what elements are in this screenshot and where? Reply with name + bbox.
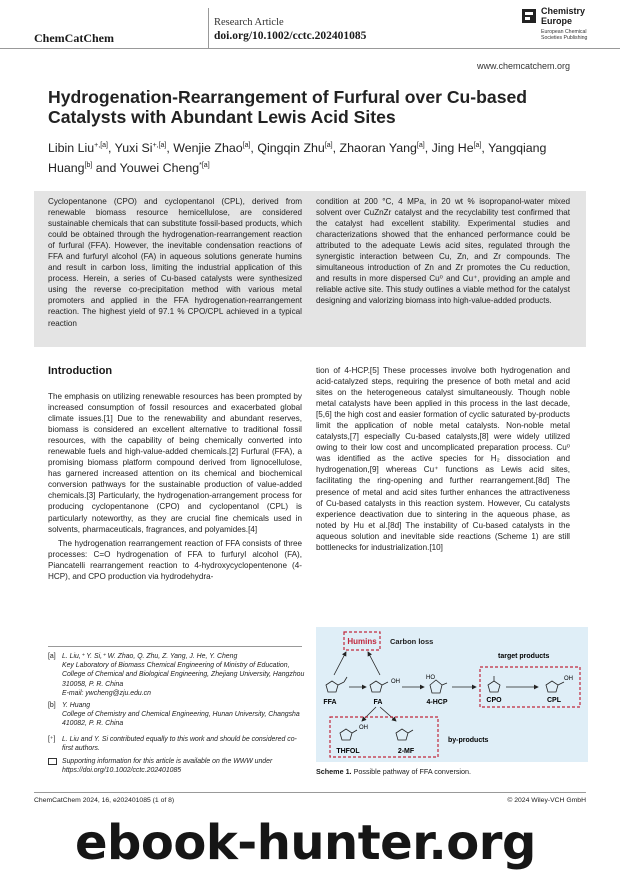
chemistry-europe-logo-icon <box>522 9 536 23</box>
section-heading: Introduction <box>48 365 113 377</box>
author-name: Wenjie Zhao <box>173 141 243 156</box>
author-name: Libin Liu <box>48 141 95 156</box>
header-rule <box>0 48 620 49</box>
cpo-molecule <box>488 676 500 692</box>
footnote-label: [a] <box>48 653 56 660</box>
author-affiliation-mark: [a] <box>416 142 425 149</box>
footnote-rule <box>48 646 302 647</box>
footnote-text[interactable]: Supporting information for this article is available on the WWW under https://doi.org/10.1002/cctc.202401085 <box>62 758 273 775</box>
abstract-right: condition at 200 °C, 4 MPa, in 20 wt % isopropanol-water mixed solvent over CuZnZr catalyst and the recyclability test confirmed that the catalyst had excellent stability. Experimental studies and characterizations showed that the enhanced performance could be attributed to the adequate Lewis acid sites, regulated through the synergistic interaction between Cu, Zn, and Zr compounds. The simultaneous introduction of Zn and Zr promotes the Cu reduction, and results in more dispersed Cu⁰ and Cu⁺, providing an ample and reliable active site. This study outlines a viable method for the catalyst designing and valorizing biomass into high-value-added products. <box>316 197 570 306</box>
journal-site-link[interactable]: www.chemcatchem.org <box>476 61 570 71</box>
author-name: Youwei Cheng <box>119 161 200 176</box>
thfol-molecule <box>340 729 357 740</box>
footer-rule <box>34 792 586 793</box>
monitor-icon <box>48 758 57 765</box>
reaction-scheme <box>316 627 588 762</box>
fa-to-thfol-arrow <box>362 707 376 721</box>
caption-label: Scheme 1. <box>316 767 352 776</box>
author-affiliation-mark: *[a] <box>199 162 210 170</box>
journal-name: ChemCatChem <box>34 31 114 45</box>
author-affiliation-mark: +,[a] <box>94 142 108 149</box>
affiliation-a <box>48 652 306 698</box>
author-affiliation-mark: [a] <box>473 142 482 149</box>
author-list: Libin Liu$^{+,[a]}$, Yuxi $Si^{+,[a]}$, Wenjie Zhao[a], Qingqin Zhu[a], Zhaoran Yang[a], Jing He[a], Yangqiang Huang[b] and Youwei Cheng$^{*[a]}$ <box>48 141 547 176</box>
publisher-name-text: Chemistry Europe <box>541 6 586 26</box>
intro-paragraph: The emphasis on utilizing renewable resources has been prompted by increased consumption of fossil resources and exacerbated global climate issues.[1] Due to the renewability and abundant reserves, biomass is considered an excellent alternative to traditional fossil resources, with the capability of being chemically converted into renewable fuels and high-value-added chemicals.[2] Furfural (FFA), a promising biomass platform compound derived from lignocellulose, has garnered increased attention on its chemical and biochemical conversion pathways for the sustainable production of value-added chemicals.[3] Particularly, the hydrogenation-arrangement process for producing cyclopentanone (CPO) and cyclopentanol (CPL) is particularly noteworthy, as they are crucial fine chemicals used in solvents, pharmaceuticals, fragrances, and polyamides.[4] <box>48 392 302 534</box>
publisher-name <box>541 7 585 26</box>
author-name: Yuxi Si <box>114 141 153 156</box>
ffa-to-humins-arrow <box>334 652 346 675</box>
scheme-caption <box>316 767 471 776</box>
doi-link[interactable]: doi.org/10.1002/cctc.202401085 <box>214 30 367 42</box>
hcp-molecule <box>430 680 447 693</box>
thfol-label: THFOL <box>336 748 360 755</box>
footnote-text: Y. Huang College of Chemistry and Chemical Engineering, Hunan University, Changsha 410082, P. R. China <box>62 702 300 728</box>
author-affiliation-mark: [b] <box>84 162 93 170</box>
oh-label: OH <box>564 676 573 682</box>
supporting-info-note <box>48 757 306 775</box>
intro-paragraph: tion of 4-HCP.[5] These processes involve both hydrogenation and acid-catalyzed steps, requiring the presence of both metal and acid sites on the heterogeneous catalyst simultaneously. Though noble metal catalysts have been applied in this process in the last decade,[5,6] the high cost and easier formation of cyclic saturated by-products limit the application of noble metal catalysts. Non-noble metal catalysts,[7] especially Cu-based catalysts,[8] were widely utilized owing to their low cost and uncomplicated preparation process. Cu⁰ was identified as the active species for H₂ dissociation and hydrogenation,[9] whereas Cu⁺ functions as Lewis acid sites, facilitating the ring-opening and further rearrangement.[8d] The presence of metal and acid sites further enhances the attractiveness of Cu-based catalysts in this reaction system. However, Cu catalysts experience deactivation due to sintering in the aqueous phase, as noted by Hu et al.[8d] The instability of Cu-based catalysts in the aqueous solution and inevitable side reactions (Scheme 1) are still bottlenecks for industrialization.[10] <box>316 366 570 552</box>
header-divider <box>208 8 209 48</box>
author-name: Zhaoran Yang <box>339 141 417 156</box>
article-type: Research Article <box>214 17 284 28</box>
watermark: ebook-hunter.org <box>75 815 536 871</box>
abstract-left: Cyclopentanone (CPO) and cyclopentanol (CPL), derived from renewable biomass resource hemicellulose, are considered sustainable chemicals that can substitute fossil-based products, which could be obtained through the hydrogenation-rearrangement reaction of furfural (FFA). However, the inevitable condensation reactions of FFA and furfuryl alcohol (FA) in aqueous solutions generate humins and result in carbon loss, limiting the industrial application of this process. Herein, a series of Cu-based catalysts were synthesized using the reverse co-precipitation method with various metal promoters and applied in the FFA hydrogenation-rearrangement reaction. The highest yield of 97.1 % CPO/CPL achieved in a typical reaction <box>48 197 302 328</box>
footnote-text: L. Liu,⁺ Y. Si,⁺ W. Zhao, Q. Zhu, Z. Yang, J. He, Y. Cheng Key Laboratory of Biomass Chemical Engineering of Ministry of Education, College of Chemical and Biological Engineering, Zhejiang University, Hangzhou 310058, P. R. China E-mail: ywcheng@zju.edu.cn <box>62 653 305 697</box>
cpl-molecule <box>546 681 564 692</box>
footnote-text: L. Liu and Y. Si contributed equally to this work and should be considered co-first authors. <box>62 736 297 753</box>
author-name: Qingqin Zhu <box>257 141 325 156</box>
intro-left-column <box>48 391 302 585</box>
footer-copyright: © 2024 Wiley-VCH GmbH <box>507 797 586 804</box>
author-affiliation-mark: [a] <box>324 142 333 149</box>
oh-label: OH <box>359 725 368 731</box>
affiliation-b <box>48 701 306 729</box>
fa-molecule <box>370 681 388 692</box>
article-title: Hydrogenation-Rearrangement of Furfural over Cu-based Catalysts with Abundant Lewis Acid Sites <box>48 87 528 127</box>
intro-right-column <box>316 365 570 556</box>
equal-contribution-note <box>48 735 306 753</box>
caption-text: Possible pathway of FFA conversion. <box>353 767 472 776</box>
fa-to-mf-arrow <box>380 707 396 721</box>
oh-label: OH <box>391 679 400 685</box>
authors-and: and <box>95 161 120 176</box>
humins-label: Humins <box>347 637 377 646</box>
cpo-label: CPO <box>486 697 502 704</box>
footer-citation: ChemCatChem 2024, 16, e202401085 (1 of 8) <box>34 797 175 804</box>
cpl-label: CPL <box>547 697 561 704</box>
footnote-label: [b] <box>48 702 56 709</box>
mf-molecule <box>396 729 413 740</box>
fa-to-humins-arrow <box>368 652 380 675</box>
fa-label: FA <box>373 699 383 706</box>
author-name: Jing He <box>431 141 474 156</box>
carbon-loss-label: Carbon loss <box>390 637 434 646</box>
intro-paragraph: The hydrogenation rearrangement reaction of FFA consists of three processes: C=O hydrogenation of FFA to furfuryl alcohol (FA), Piancatelli rearrangement reaction to 4-hydroxycyclopentenone (4-HCP), and CPO production via hydrodehydra- <box>48 538 302 581</box>
ffa-label: FFA <box>323 699 337 706</box>
author-affiliation-mark: +,[a] <box>152 142 167 149</box>
by-products-label: by-products <box>448 737 489 744</box>
footnote-label: [⁺] <box>48 736 56 743</box>
mf-label: 2-MF <box>397 748 415 755</box>
author-name: Yangqiang Huang <box>48 141 547 176</box>
author-affiliation-mark: [a] <box>242 142 251 149</box>
target-products-label: target products <box>498 653 550 660</box>
publisher-subtitle: European Chemical Societies Publishing <box>541 29 588 41</box>
scheme-figure <box>316 627 588 762</box>
ffa-molecule <box>326 677 347 692</box>
ho-label: HO <box>426 675 435 681</box>
hcp-label: 4-HCP <box>426 699 448 706</box>
